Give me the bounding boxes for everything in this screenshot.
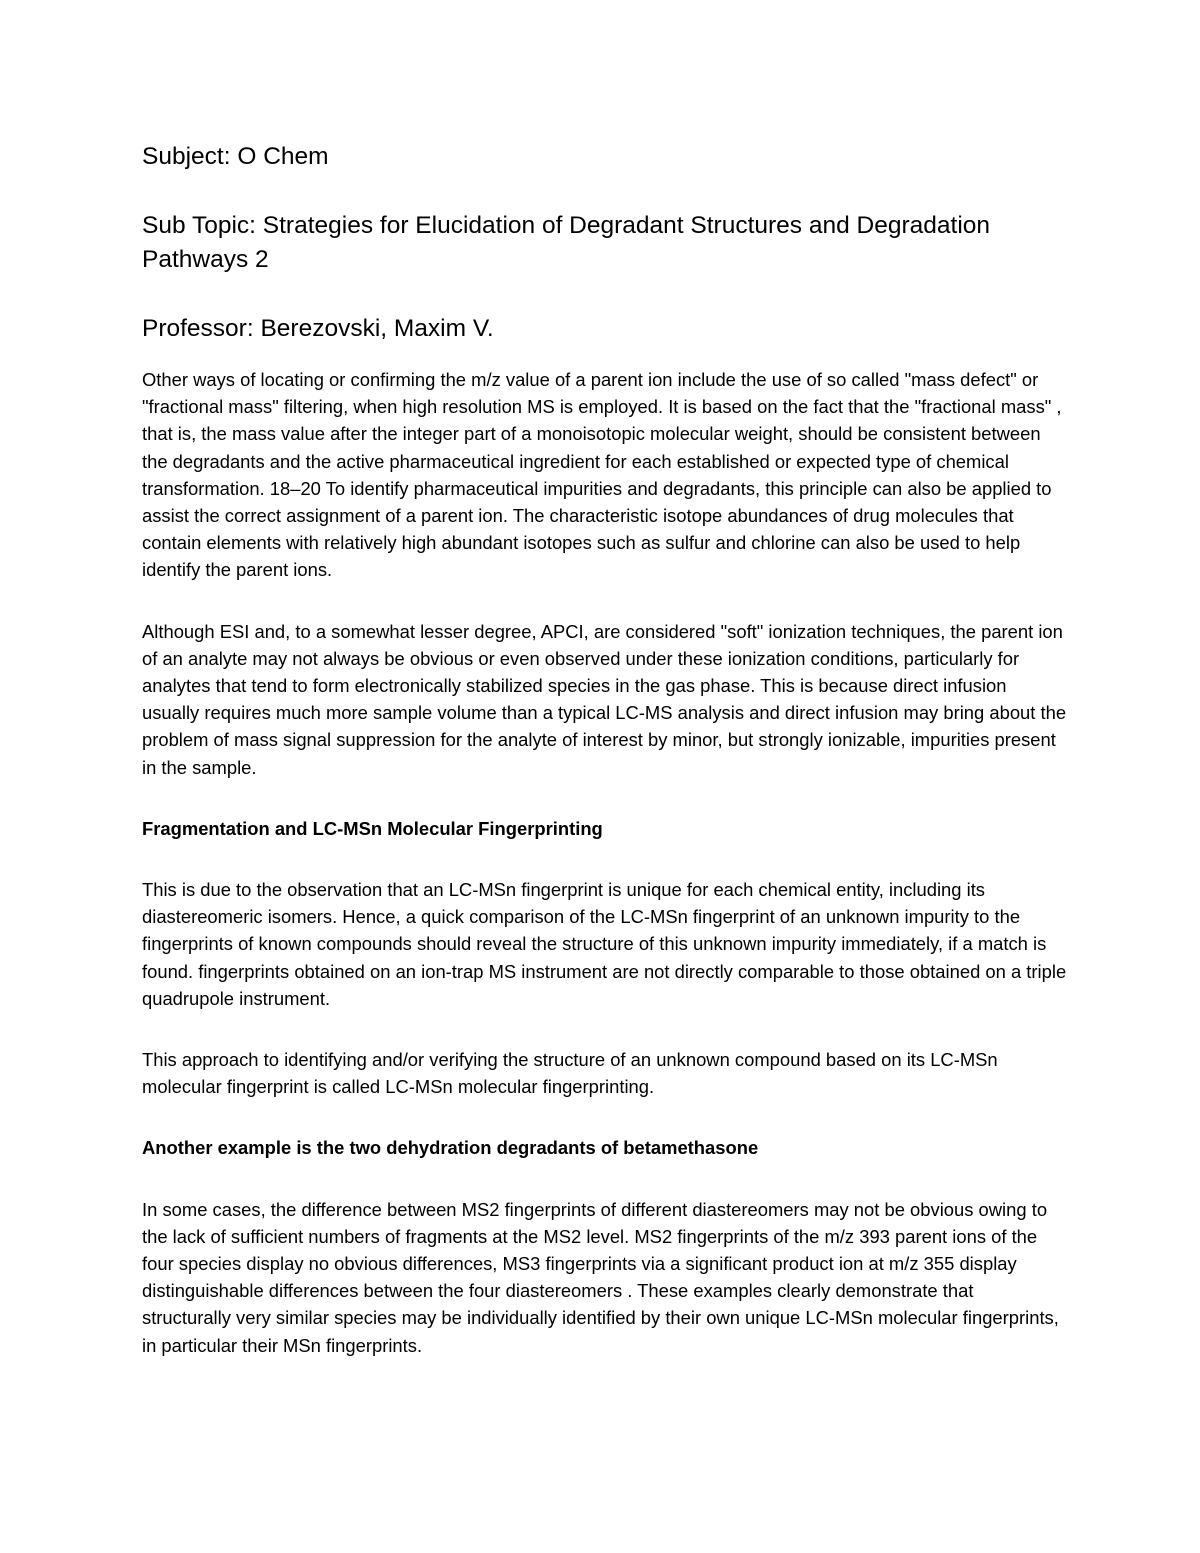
document-page bbox=[142, 140, 1067, 1393]
paragraph-fingerprint-unique: This is due to the observation that an LC-MSn fingerprint is unique for each chemical entity, including its diastereomeric isomers. Hence, a quick comparison of the LC-MSn fingerprint of an unknown impurity to the fingerprints of known compounds should reveal the structure of this unknown impurity immediately, if a match is found. fingerprints obtained on an ion-trap MS instrument are not directly comparable to those obtained on a triple quadrupole instrument. bbox=[142, 879, 1067, 1009]
professor-heading: Professor: Berezovski, Maxim V. bbox=[142, 315, 494, 342]
subtopic-heading: Sub Topic: Strategies for Elucidation of Degradant Structures and Degradation Pathways 2 bbox=[142, 212, 991, 273]
paragraph-fingerprinting-approach: This approach to identifying and/or verifying the structure of an unknown compound based on its LC-MSn molecular fingerprint is called LC-MSn molecular fingerprinting. bbox=[142, 1049, 998, 1098]
subject-heading: Subject: O Chem bbox=[142, 143, 329, 170]
paragraph-mass-defect: Other ways of locating or confirming the m/z value of a parent ion include the use of so called "mass defect" or "fractional mass" filtering, when high resolution MS is employed. It is based on the fact that the "fractional mass" , that is, the mass value after the integer part of a monoisotopic molecular weight, should be consistent between the degradants and the active pharmaceutical ingredient for each established or expected type of chemical transformation. 18–20 To identify pharmaceutical impurities and degradants, this principle can also be applied to assist the correct assignment of a parent ion. The characteristic isotope abundances of drug molecules that contain elements with relatively high abundant isotopes such as sulfur and chlorine can also be used to help identify the parent ions. bbox=[142, 369, 1062, 581]
section-title-betamethasone: Another example is the two dehydration degradants of betamethasone bbox=[142, 1137, 759, 1159]
paragraph-soft-ionization: Although ESI and, to a somewhat lesser degree, APCI, are considered "soft" ionization techniques, the parent ion of an analyte may not always be obvious or even observed under these ionization conditions, particularly for analytes that tend to form electronically stabilized species in the gas phase. This is because direct infusion usually requires much more sample volume than a typical LC-MS analysis and direct infusion may bring about the problem of mass signal suppression for the analyte of interest by minor, but strongly ionizable, impurities present in the sample. bbox=[142, 620, 1067, 778]
paragraph-diastereomers: In some cases, the difference between MS2 fingerprints of different diastereomers may not be obvious owing to the lack of sufficient numbers of fragments at the MS2 level. MS2 fingerprints of the m/z 393 parent ions of the four species display no obvious differences, MS3 fingerprints via a significant product ion at m/z 355 display distinguishable differences between the four diastereomers . These examples clearly demonstrate that structurally very similar species may be individually identified by their own unique LC-MSn molecular fingerprints, in particular their MSn fingerprints. bbox=[142, 1198, 1059, 1356]
section-title-fragmentation: Fragmentation and LC-MSn Molecular Fingerprinting bbox=[142, 817, 603, 839]
